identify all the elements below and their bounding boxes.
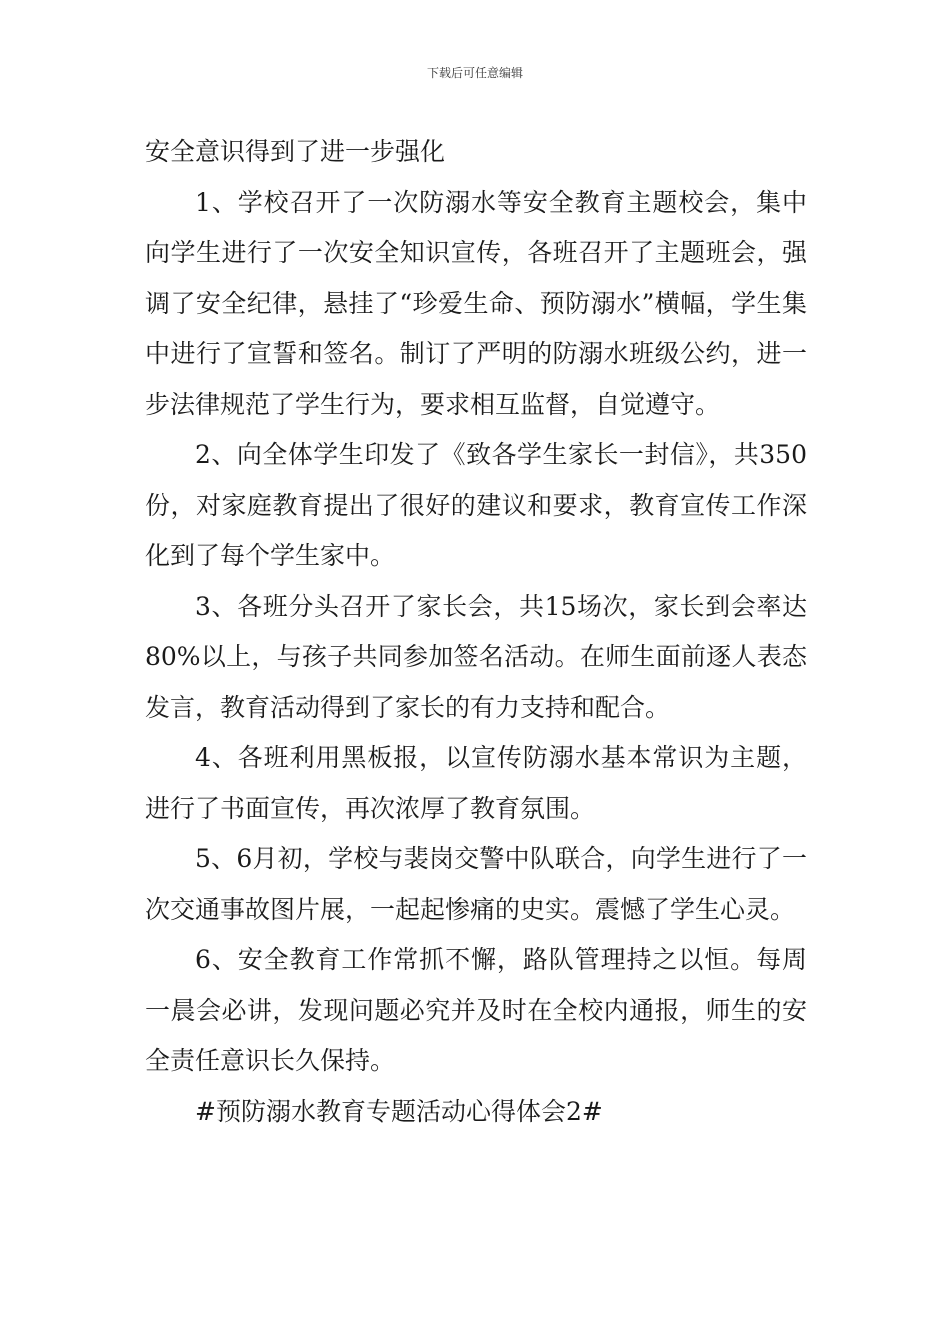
page-header-note: 下载后可任意编辑 <box>426 66 523 80</box>
paragraph-item-5: 5、6月初，学校与裴岗交警中队联合，向学生进行了一次交通事故图片展，一起起惨痛的史实。震憾了学生心灵。 <box>145 844 807 924</box>
paragraph-item-1: 1、学校召开了一次防溺水等安全教育主题校会，集中向学生进行了一次安全知识宣传，各班召开了主题班会，强调了安全纪律，悬挂了“珍爱生命、预防溺水”横幅，学生集中进行了宣誓和签名。制订了严明的防溺水班级公约，进一步法律规范了学生行为，要求相互监督，自觉遵守。 <box>145 187 807 419</box>
paragraph-item-2: 2、向全体学生印发了《致各学生家长一封信》，共350份，对家庭教育提出了很好的建议和要求，教育宣传工作深化到了每个学生家中。 <box>145 440 807 570</box>
section-heading: #预防溺水教育专题活动心得体会2# <box>195 1096 603 1126</box>
paragraph-item-3: 3、各班分头召开了家长会，共15场次，家长到会率达80%以上，与孩子共同参加签名活动。在师生面前逐人表态发言，教育活动得到了家长的有力支持和配合。 <box>145 591 807 722</box>
paragraph-item-6: 6、安全教育工作常抓不懈，路队管理持之以恒。每周一晨会必讲，发现问题必究并及时在全校内通报，师生的安全责任意识长久保持。 <box>145 945 807 1075</box>
paragraph-item-4: 4、各班利用黑板报，以宣传防溺水基本常识为主题，进行了书面宣传，再次浓厚了教育氛围。 <box>145 743 807 823</box>
paragraph-intro: 安全意识得到了进一步强化 <box>145 137 446 166</box>
document-body <box>145 127 807 1137</box>
